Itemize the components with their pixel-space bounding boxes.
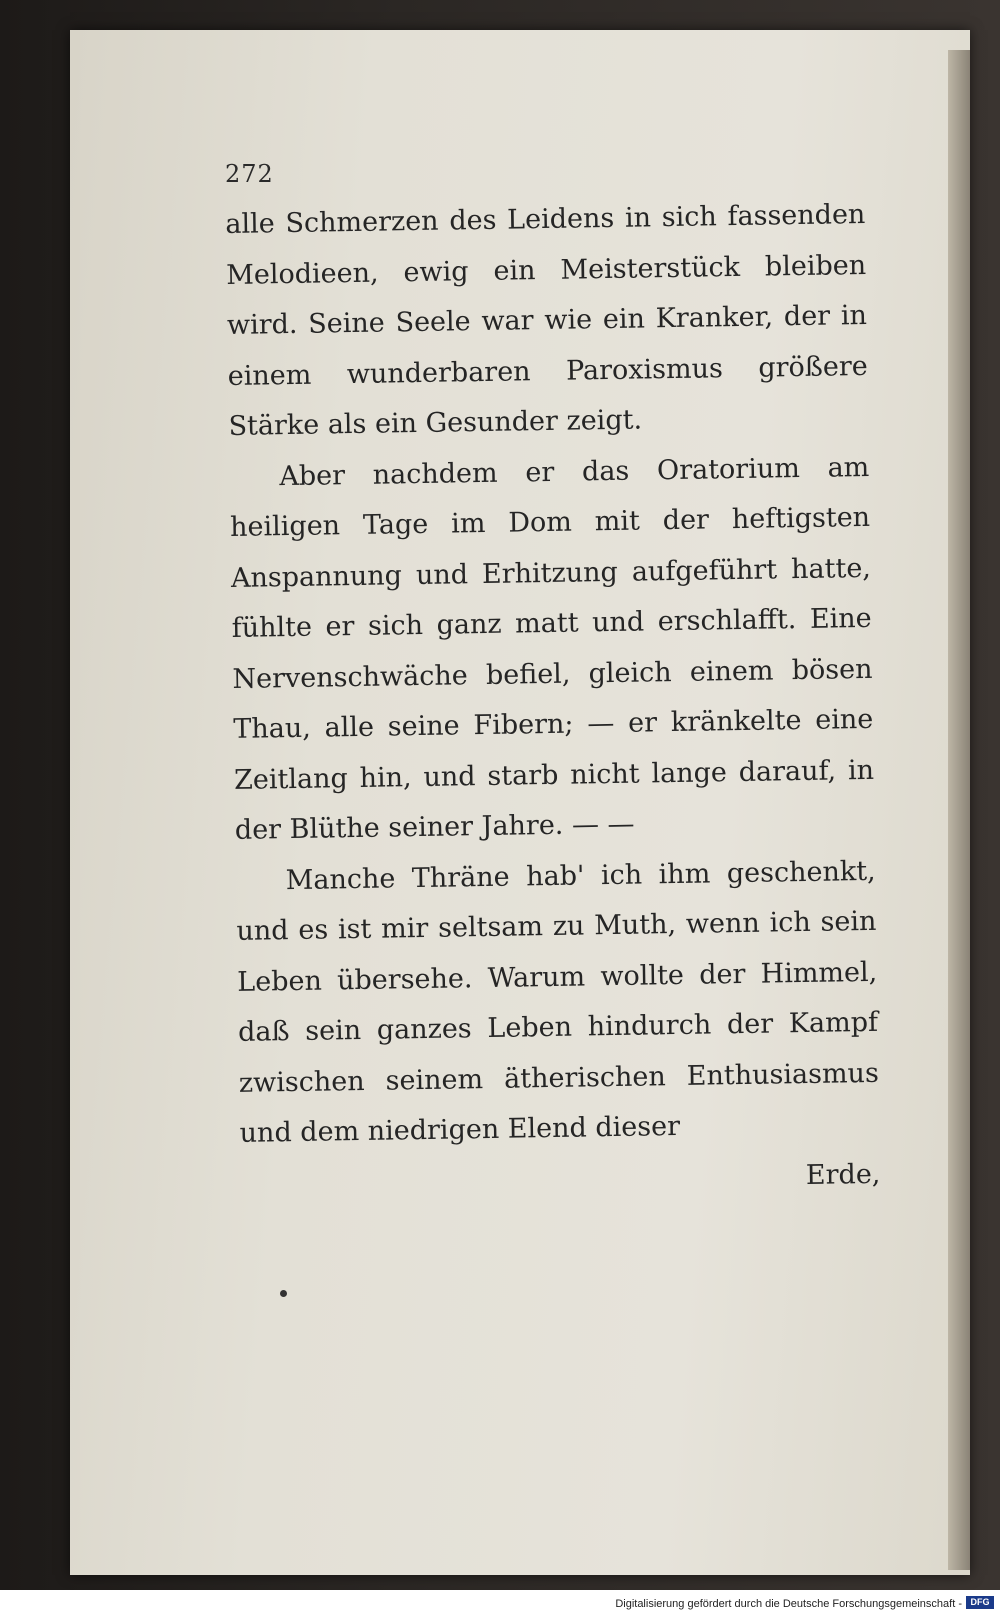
funding-credit: Digitalisierung gefördert durch die Deutsche Forschungsgemeinschaft - [615, 1598, 962, 1610]
page-number: 272 [225, 160, 274, 188]
paragraph-1: alle Schmerzen des Leidens in sich fassenden Melodieen, ewig ein Meisterstück bleiben wird. Seine Seele war wie ein Kranker, der in einem wunderbaren Paroxismus größere Stärke als ein Gesunder zeigt. [225, 198, 868, 442]
catchword: Erde, [805, 1158, 881, 1191]
dfg-logo-icon: DFG [966, 1596, 994, 1609]
paragraph-3: Manche Thräne hab' ich ihm geschenkt, und es ist mir seltsam zu Muth, wenn ich sein Leben übersehe. Warum wollte der Himmel, daß sein ganzes Leben hindurch der Kampf zwischen seinem ätherischen Enthusiasmus und dem niedrigen Elend dieser [236, 855, 880, 1149]
body-text [225, 190, 881, 1210]
ink-spot [280, 1290, 287, 1297]
page-edge [948, 50, 970, 1570]
footer-bar [0, 1590, 1000, 1614]
paragraph-2: Aber nachdem er das Oratorium am heiligen Tage im Dom mit der heftigsten Anspannung und Erhitzung aufgeführt hatte, fühlte er sich ganz matt und erschlafft. Eine Nervenschwäche befiel, gleich einem bösen Thau, alle seine Fibern; — er kränkelte eine Zeitlang hin, und starb nicht lange darauf, in der Blüthe seiner Jahre. — — [229, 451, 875, 846]
